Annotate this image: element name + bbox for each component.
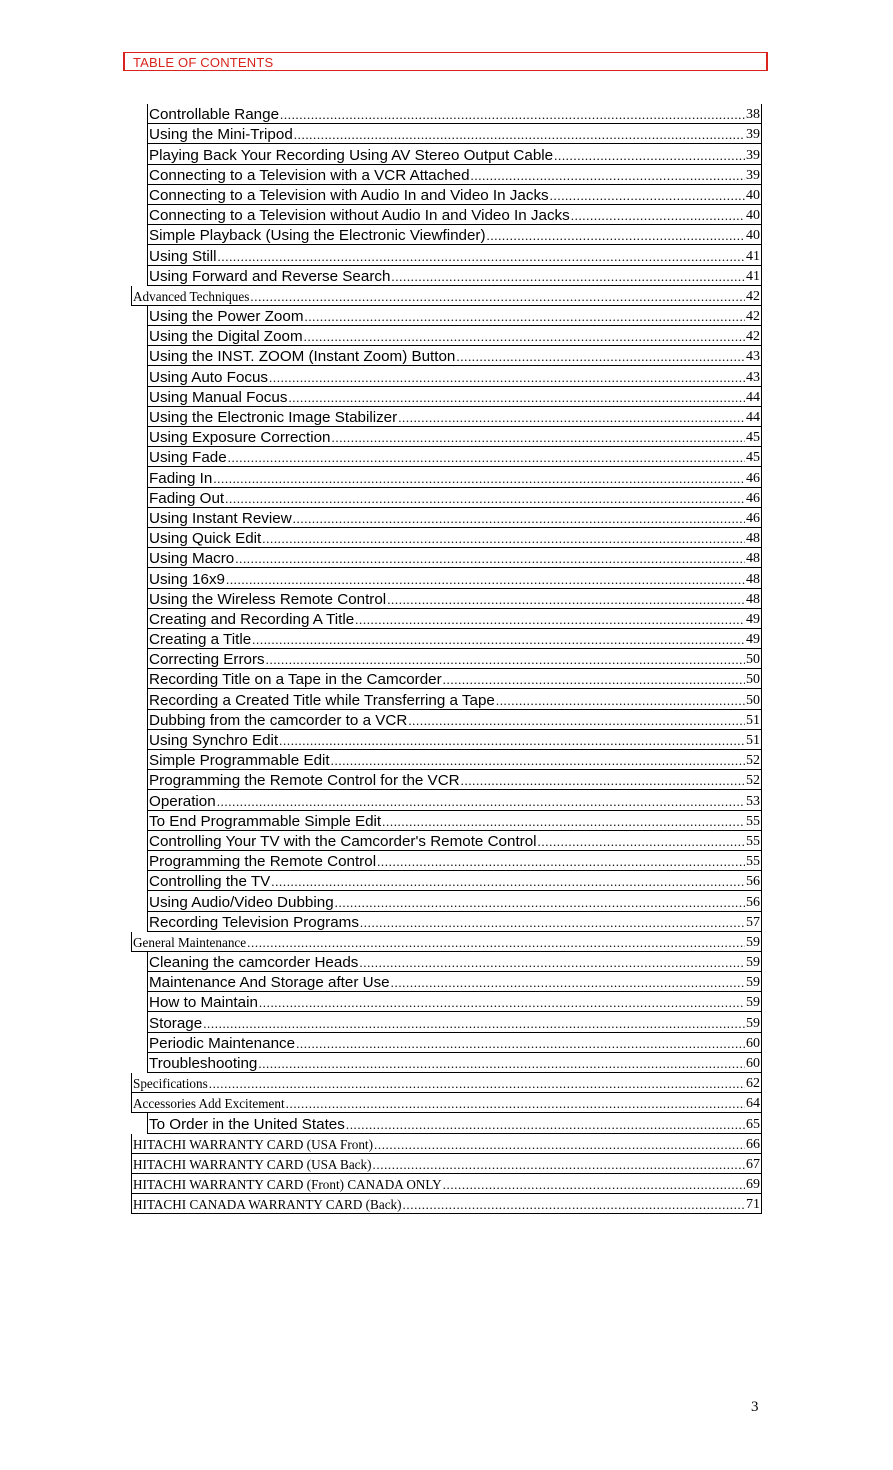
toc-dot-leader — [398, 409, 745, 426]
toc-entry-page: 46 — [746, 510, 760, 526]
toc-dot-leader — [209, 1075, 745, 1092]
toc-dot-leader — [271, 873, 745, 890]
toc-dot-leader — [332, 429, 746, 446]
toc-entry-page: 48 — [746, 571, 760, 587]
toc-entry-title: Using Still — [149, 247, 217, 265]
toc-entry[interactable] — [147, 891, 762, 911]
toc-entry-page: 55 — [746, 813, 760, 829]
toc-dot-leader — [225, 490, 745, 507]
toc-entry[interactable] — [147, 689, 762, 709]
toc-entry-page: 51 — [746, 733, 760, 748]
section-header-title: TABLE OF CONTENTS — [133, 55, 274, 70]
toc-entry[interactable] — [147, 629, 762, 649]
toc-entry-title: Using the INST. ZOOM (Instant Zoom) Button — [149, 348, 456, 366]
toc-dot-leader — [387, 591, 745, 608]
toc-entry[interactable] — [147, 346, 762, 366]
toc-entry-page: 60 — [746, 1035, 760, 1051]
toc-entry[interactable] — [147, 831, 762, 851]
toc-entry-title: HITACHI WARRANTY CARD (USA Back) — [133, 1156, 372, 1172]
toc-entry[interactable] — [147, 488, 762, 508]
toc-entry-page: 48 — [746, 591, 760, 607]
toc-entry[interactable] — [147, 326, 762, 346]
toc-entry-title: Controlling Your TV with the Camcorder's Remote Control — [149, 832, 537, 850]
toc-entry-page: 42 — [746, 329, 760, 345]
toc-entry-page: 41 — [746, 268, 760, 284]
toc-dot-leader — [471, 167, 745, 184]
toc-entry[interactable] — [147, 447, 762, 467]
toc-dot-leader — [391, 974, 745, 991]
toc-entry-page: 57 — [746, 914, 760, 930]
toc-entry-title: Recording Title on a Tape in the Camcorder — [149, 671, 442, 689]
toc-dot-leader — [247, 934, 745, 951]
toc-entry-page: 56 — [746, 874, 760, 890]
toc-entry[interactable] — [147, 548, 762, 568]
toc-entry-page: 41 — [746, 248, 760, 264]
toc-entry-title: Creating a Title — [149, 631, 252, 649]
toc-entry-title: Periodic Maintenance — [149, 1034, 296, 1052]
toc-entry-title: HITACHI CANADA WARRANTY CARD (Back) — [133, 1197, 402, 1213]
toc-entry-title: Advanced Techniques — [133, 288, 250, 304]
toc-entry[interactable] — [147, 811, 762, 831]
toc-entry-title: Storage — [149, 1014, 203, 1032]
toc-entry-page: 71 — [746, 1197, 760, 1213]
toc-entry-title: Programming the Remote Control for the VCR — [149, 772, 460, 790]
toc-entry-page: 64 — [746, 1096, 760, 1112]
toc-dot-leader — [252, 631, 745, 648]
section-header-rule — [125, 70, 766, 71]
toc-section-entry[interactable] — [131, 1073, 762, 1093]
toc-entry[interactable] — [147, 790, 762, 810]
toc-dot-leader — [218, 248, 745, 265]
toc-dot-leader — [304, 308, 745, 325]
toc-dot-leader — [269, 369, 745, 386]
toc-entry[interactable] — [147, 871, 762, 891]
toc-entry-page: 39 — [746, 127, 760, 143]
toc-entry-page: 38 — [746, 107, 760, 123]
toc-dot-leader — [377, 853, 745, 870]
toc-dot-leader — [203, 1015, 745, 1032]
toc-entry-page: 40 — [746, 187, 760, 203]
toc-entry-page: 55 — [746, 833, 760, 849]
toc-entry[interactable] — [147, 366, 762, 386]
toc-entry-title: How to Maintain — [149, 994, 258, 1012]
toc-entry[interactable] — [147, 387, 762, 407]
toc-entry[interactable] — [147, 508, 762, 528]
toc-entry-page: 62 — [746, 1076, 760, 1092]
toc-entry[interactable] — [147, 1113, 762, 1133]
toc-entry-title: Maintenance And Storage after Use — [149, 974, 390, 992]
toc-dot-leader — [228, 449, 745, 466]
toc-dot-leader — [217, 793, 745, 810]
toc-dot-leader — [331, 752, 745, 769]
toc-entry[interactable] — [147, 144, 762, 164]
toc-dot-leader — [538, 833, 745, 850]
toc-entry-title: Operation — [149, 792, 216, 810]
section-header — [123, 52, 768, 71]
toc-section-entry[interactable] — [131, 286, 762, 306]
toc-entry-page: 39 — [746, 167, 760, 183]
toc-entry-title: Troubleshooting — [149, 1055, 258, 1072]
toc-section-entry[interactable] — [131, 1093, 762, 1113]
toc-entry[interactable] — [147, 245, 762, 265]
toc-dot-leader — [359, 954, 745, 971]
toc-entry[interactable] — [147, 1012, 762, 1032]
toc-entry-title: Simple Playback (Using the Electronic Viewfinder) — [149, 227, 486, 245]
toc-entry-page: 44 — [746, 410, 760, 425]
toc-dot-leader — [360, 914, 745, 931]
toc-entry-title: HITACHI WARRANTY CARD (Front) CANADA ONLY — [133, 1177, 442, 1193]
toc-entry-title: Dubbing from the camcorder to a VCR — [149, 711, 408, 729]
toc-entry-page: 40 — [746, 228, 760, 244]
toc-entry-page: 44 — [746, 389, 760, 405]
toc-entry-page: 52 — [746, 773, 760, 789]
toc-entry-title: Using Exposure Correction — [149, 429, 331, 447]
toc-entry-page: 59 — [746, 934, 760, 950]
toc-entry-page: 65 — [746, 1116, 760, 1132]
toc-entry-page: 49 — [746, 632, 760, 648]
toc-entry-title: Fading In — [149, 469, 213, 487]
toc-entry-page: 66 — [746, 1136, 760, 1152]
toc-entry-page: 46 — [746, 470, 760, 486]
toc-entry-title: Using the Wireless Remote Control — [149, 590, 387, 608]
toc-entry[interactable] — [147, 649, 762, 669]
toc-entry[interactable] — [147, 407, 762, 427]
toc-entry-title: To Order in the United States — [149, 1115, 345, 1133]
toc-entry-title: Accessories Add Excitement — [133, 1096, 285, 1112]
toc-entry-title: Controllable Range — [149, 106, 280, 124]
toc-dot-leader — [262, 530, 745, 547]
toc-entry-page: 52 — [746, 753, 760, 769]
toc-entry-title: HITACHI WARRANTY CARD (USA Front) — [133, 1136, 373, 1152]
toc-dot-leader — [443, 671, 745, 688]
toc-entry-title: Simple Programmable Edit — [149, 752, 330, 770]
toc-entry[interactable] — [147, 912, 762, 932]
toc-entry-page: 43 — [746, 369, 760, 385]
toc-entry[interactable] — [147, 528, 762, 548]
toc-entry[interactable] — [147, 589, 762, 609]
toc-entry-title: Using Auto Focus — [149, 368, 269, 386]
toc-entry-page: 48 — [746, 531, 760, 547]
toc-entry-title: Using 16x9 — [149, 570, 225, 588]
toc-dot-leader — [456, 348, 745, 365]
toc-entry-page: 51 — [746, 712, 760, 728]
toc-dot-leader — [571, 207, 745, 224]
toc-entry-page: 60 — [746, 1056, 760, 1071]
toc-dot-leader — [335, 894, 745, 911]
toc-entry-title: Recording a Created Title while Transferring a Tape — [149, 691, 495, 709]
toc-dot-leader — [355, 611, 745, 628]
toc-entry-page: 46 — [746, 490, 760, 506]
toc-entry-title: Using the Power Zoom — [149, 308, 304, 326]
toc-entry-title: Playing Back Your Recording Using AV Stereo Output Cable — [149, 146, 554, 164]
toc-entry-title: Using Fade — [149, 449, 227, 467]
toc-dot-leader — [213, 470, 745, 487]
toc-dot-leader — [461, 772, 745, 789]
toc-section-entry[interactable] — [131, 1174, 762, 1194]
toc-dot-leader — [266, 651, 745, 668]
toc-dot-leader — [408, 712, 745, 729]
toc-entry[interactable] — [147, 992, 762, 1012]
toc-entry[interactable] — [147, 669, 762, 689]
toc-dot-leader — [235, 550, 745, 567]
toc-dot-leader — [374, 1136, 745, 1153]
toc-dot-leader — [382, 813, 745, 830]
toc-section-entry[interactable] — [131, 1154, 762, 1174]
toc-entry-title: Controlling the TV — [149, 873, 271, 891]
toc-entry-title: General Maintenance — [133, 934, 247, 950]
toc-entry-title: Correcting Errors — [149, 651, 265, 669]
toc-entry-title: Using Audio/Video Dubbing — [149, 893, 334, 911]
toc-dot-leader — [487, 227, 745, 244]
toc-dot-leader — [550, 187, 745, 204]
toc-entry-title: Using Manual Focus — [149, 388, 288, 406]
toc-section-entry[interactable] — [131, 1194, 762, 1214]
toc-entry[interactable] — [147, 427, 762, 447]
toc-entry[interactable] — [147, 266, 762, 286]
toc-entry-page: 59 — [746, 955, 760, 971]
toc-entry-page: 56 — [746, 894, 760, 910]
toc-entry-page: 43 — [746, 349, 760, 365]
toc-entry[interactable] — [147, 750, 762, 770]
toc-section-entry[interactable] — [131, 932, 762, 952]
toc-entry-title: Connecting to a Television without Audio In and Video In Jacks — [149, 207, 570, 225]
toc-entry[interactable] — [147, 124, 762, 144]
toc-entry-page: 69 — [746, 1177, 760, 1193]
toc-entry-title: To End Programmable Simple Edit — [149, 812, 382, 830]
toc-entry[interactable] — [147, 710, 762, 730]
toc-entry[interactable] — [147, 165, 762, 185]
toc-entry-page: 59 — [746, 975, 760, 991]
toc-dot-leader — [258, 1055, 745, 1072]
toc-dot-leader — [279, 732, 745, 749]
toc-entry-title: Using the Electronic Image Stabilizer — [149, 409, 398, 426]
toc-entry-page: 50 — [746, 672, 760, 688]
toc-entry-page: 49 — [746, 611, 760, 627]
toc-entry-title: Programming the Remote Control — [149, 853, 377, 871]
toc-entry[interactable] — [147, 467, 762, 487]
toc-entry[interactable] — [147, 972, 762, 992]
toc-entry-title: Fading Out — [149, 489, 225, 507]
toc-entry-title: Using the Mini-Tripod — [149, 126, 293, 144]
page-number: 3 — [751, 1399, 759, 1415]
toc-dot-leader — [304, 328, 745, 345]
toc-dot-leader — [346, 1116, 745, 1133]
toc-entry-page: 48 — [746, 551, 760, 567]
toc-dot-leader — [554, 147, 745, 164]
toc-dot-leader — [391, 268, 745, 285]
toc-entry[interactable] — [147, 851, 762, 871]
toc-entry-title: Using Quick Edit — [149, 530, 262, 548]
toc-dot-leader — [296, 1035, 745, 1052]
toc-entry-title: Connecting to a Television with a VCR Attached — [149, 166, 470, 184]
toc-dot-leader — [226, 571, 745, 588]
toc-entry[interactable] — [147, 225, 762, 245]
toc-dot-leader — [288, 389, 745, 406]
toc-entry-page: 59 — [746, 995, 760, 1011]
toc-dot-leader — [293, 510, 745, 527]
toc-entry-title: Using Instant Review — [149, 509, 292, 527]
toc-entry-title: Connecting to a Television with Audio In and Video In Jacks — [149, 186, 549, 204]
toc-entry-page: 50 — [746, 692, 760, 708]
toc-entry-title: Cleaning the camcorder Heads — [149, 954, 359, 972]
toc-dot-leader — [403, 1196, 745, 1213]
toc-entry-page: 45 — [746, 430, 760, 446]
toc-entry-title: Using Macro — [149, 550, 235, 568]
toc-section-entry[interactable] — [131, 1134, 762, 1154]
toc-entry-page: 39 — [746, 147, 760, 163]
toc-dot-leader — [496, 692, 745, 709]
toc-dot-leader — [294, 126, 745, 143]
toc-entry[interactable] — [147, 104, 762, 124]
toc-entry[interactable] — [147, 1033, 762, 1053]
table-of-contents — [131, 104, 762, 1214]
toc-entry-title: Using Forward and Reverse Search — [149, 267, 391, 285]
toc-dot-leader — [259, 994, 745, 1011]
toc-dot-leader — [286, 1095, 745, 1112]
toc-entry[interactable] — [147, 306, 762, 326]
toc-entry-page: 59 — [746, 1015, 760, 1031]
toc-entry-title: Using the Digital Zoom — [149, 328, 303, 346]
toc-entry-title: Specifications — [133, 1076, 208, 1092]
toc-entry-page: 42 — [746, 288, 760, 304]
toc-entry-page: 42 — [746, 309, 760, 325]
toc-entry[interactable] — [147, 568, 762, 588]
toc-entry[interactable] — [147, 1053, 762, 1073]
toc-entry[interactable] — [147, 770, 762, 790]
toc-entry-title: Recording Television Programs — [149, 913, 359, 931]
toc-dot-leader — [250, 288, 745, 305]
toc-entry-page: 53 — [746, 793, 760, 809]
toc-entry[interactable] — [147, 952, 762, 972]
toc-entry[interactable] — [147, 730, 762, 750]
toc-dot-leader — [443, 1176, 745, 1193]
toc-entry-title: Creating and Recording A Title — [149, 610, 355, 628]
toc-entry-page: 40 — [746, 208, 760, 224]
toc-entry-page: 55 — [746, 854, 760, 870]
toc-entry[interactable] — [147, 609, 762, 629]
toc-entry-title: Using Synchro Edit — [149, 732, 279, 749]
toc-dot-leader — [280, 106, 745, 123]
toc-entry-page: 45 — [746, 450, 760, 466]
toc-dot-leader — [373, 1156, 745, 1173]
toc-entry-page: 67 — [746, 1156, 760, 1172]
toc-entry[interactable] — [147, 205, 762, 225]
toc-entry[interactable] — [147, 185, 762, 205]
toc-entry-page: 50 — [746, 652, 760, 668]
